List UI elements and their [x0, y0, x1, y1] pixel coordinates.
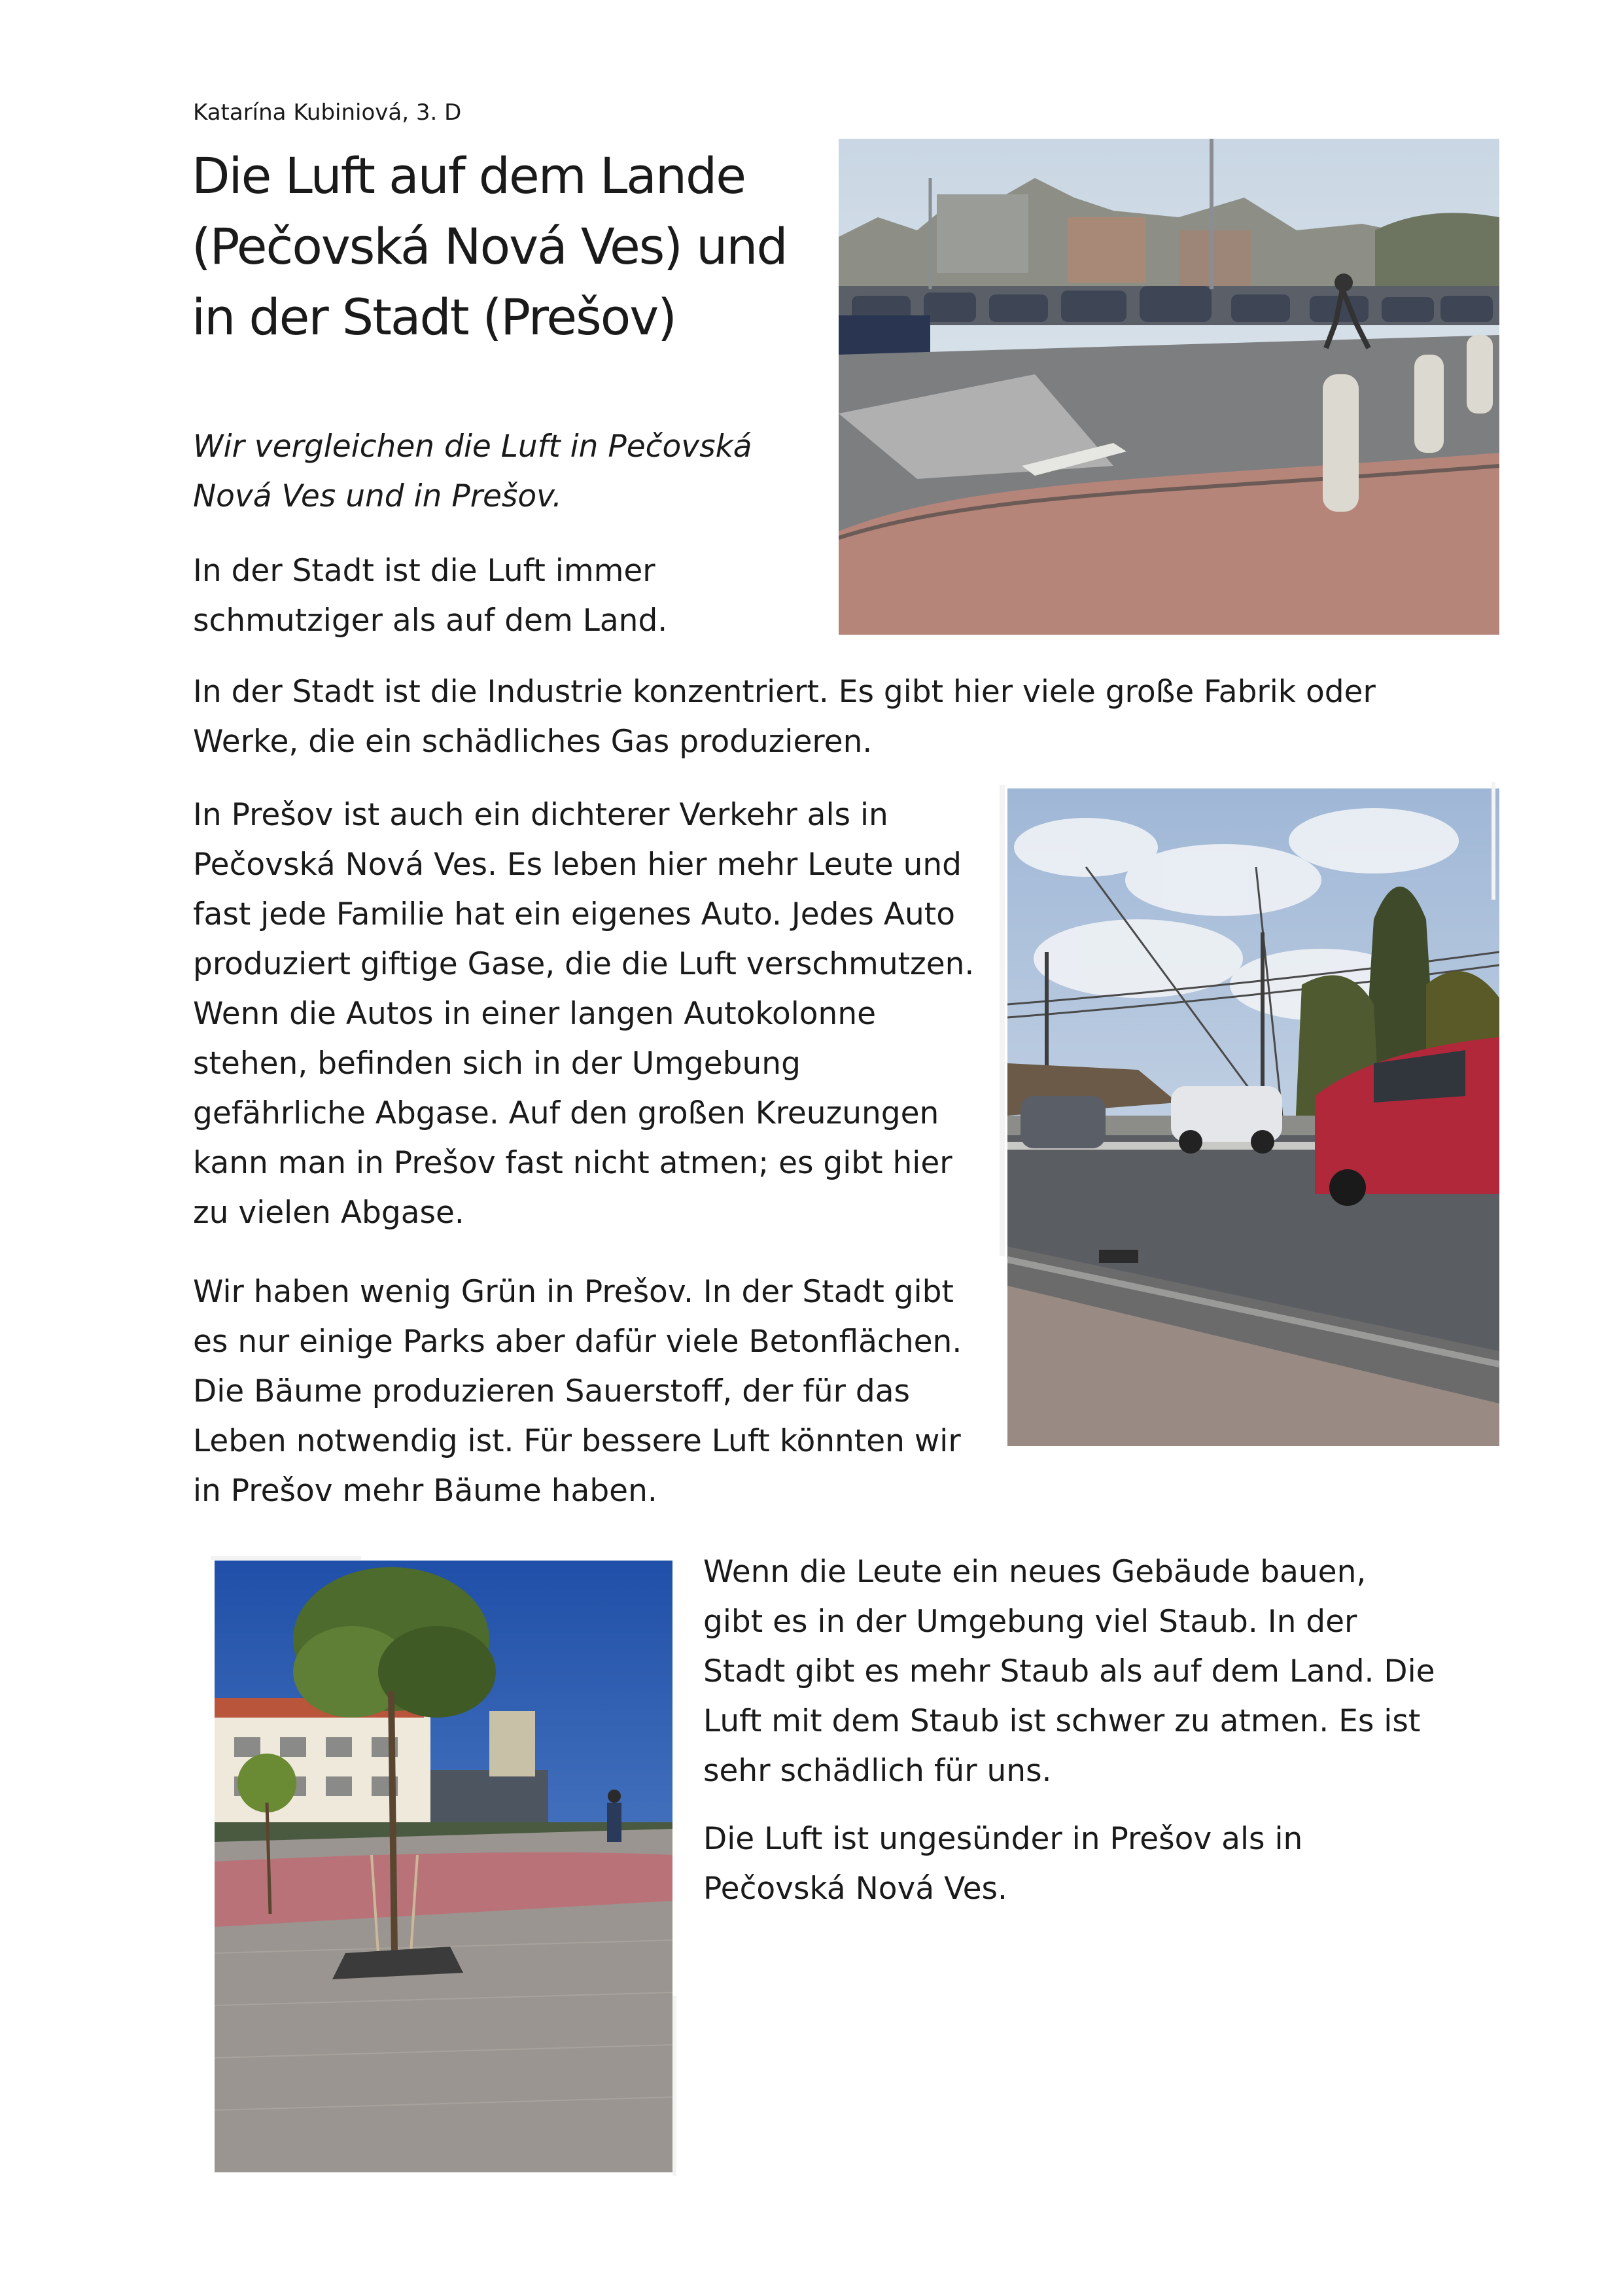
text-line: Leben notwendig ist. Für bessere Luft könnten wir [193, 1423, 961, 1459]
text-line: Wir haben wenig Grün in Prešov. In der Stadt gibt [193, 1274, 954, 1310]
text-line: sehr schädlich für uns. [703, 1753, 1052, 1789]
photo-border [1492, 782, 1495, 900]
text-line: Die Luft ist ungesünder in Prešov als in [703, 1821, 1303, 1857]
text-line: schmutziger als auf dem Land. [193, 603, 668, 639]
text-line: Wir vergleichen die Luft in Pečovská [193, 429, 752, 465]
paragraph-5 [703, 1547, 1435, 1796]
paragraph-2 [193, 667, 1376, 767]
photo-border [211, 1556, 361, 1560]
author-line: Katarína Kubiniová, 3. D [193, 99, 462, 126]
text-line: In der Stadt ist die Luft immer [193, 553, 655, 589]
title-line: in der Stadt (Prešov) [192, 288, 676, 346]
paragraph-1 [193, 546, 667, 646]
text-line: zu vielen Abgase. [193, 1195, 464, 1231]
text-line: Stadt gibt es mehr Staub als auf dem Land. Die [703, 1653, 1435, 1689]
text-line: Die Bäume produzieren Sauerstoff, der für das [193, 1373, 910, 1409]
street-traffic-photo [1007, 788, 1499, 1446]
photo-border [672, 1996, 676, 2176]
paragraph-6 [703, 1814, 1302, 1914]
text-line: produziert giftige Gase, die die Luft verschmutzen. [193, 946, 975, 982]
paragraph-4 [193, 1267, 962, 1516]
text-line: Nová Ves und in Prešov. [193, 478, 563, 514]
text-line: in Prešov mehr Bäume haben. [193, 1473, 657, 1509]
title-line: Die Luft auf dem Lande [192, 147, 746, 205]
plaza-tree-photo [215, 1561, 672, 2172]
text-line: Pečovská Nová Ves. Es leben hier mehr Leute und [193, 847, 962, 883]
text-line: es nur einige Parks aber dafür viele Betonflächen. [193, 1324, 962, 1360]
text-line: gefährliche Abgase. Auf den großen Kreuzungen [193, 1095, 939, 1131]
text-line: Wenn die Leute ein neues Gebäude bauen, [703, 1554, 1367, 1590]
text-line: Wenn die Autos in einer langen Autokolonne [193, 996, 877, 1032]
text-line: In Prešov ist auch ein dichterer Verkehr als in [193, 797, 888, 833]
intro-paragraph [193, 422, 752, 521]
text-line: Werke, die ein schädliches Gas produzieren. [193, 724, 873, 760]
text-line: fast jede Familie hat ein eigenes Auto. Jedes Auto [193, 896, 955, 932]
paragraph-3 [193, 790, 974, 1238]
parking-lot-photo [839, 139, 1499, 635]
text-line: gibt es in der Umgebung viel Staub. In der [703, 1604, 1357, 1640]
photo-border [1000, 785, 1005, 1256]
text-line: kann man in Prešov fast nicht atmen; es gibt hier [193, 1145, 952, 1181]
text-line: stehen, befinden sich in der Umgebung [193, 1046, 801, 1082]
text-line: Luft mit dem Staub ist schwer zu atmen. Es ist [703, 1703, 1421, 1739]
text-line: Pečovská Nová Ves. [703, 1871, 1007, 1907]
text-line: In der Stadt ist die Industrie konzentriert. Es gibt hier viele große Fabrik oder [193, 674, 1376, 710]
title-line: (Pečovská Nová Ves) und [192, 217, 787, 275]
page-title [192, 141, 813, 353]
